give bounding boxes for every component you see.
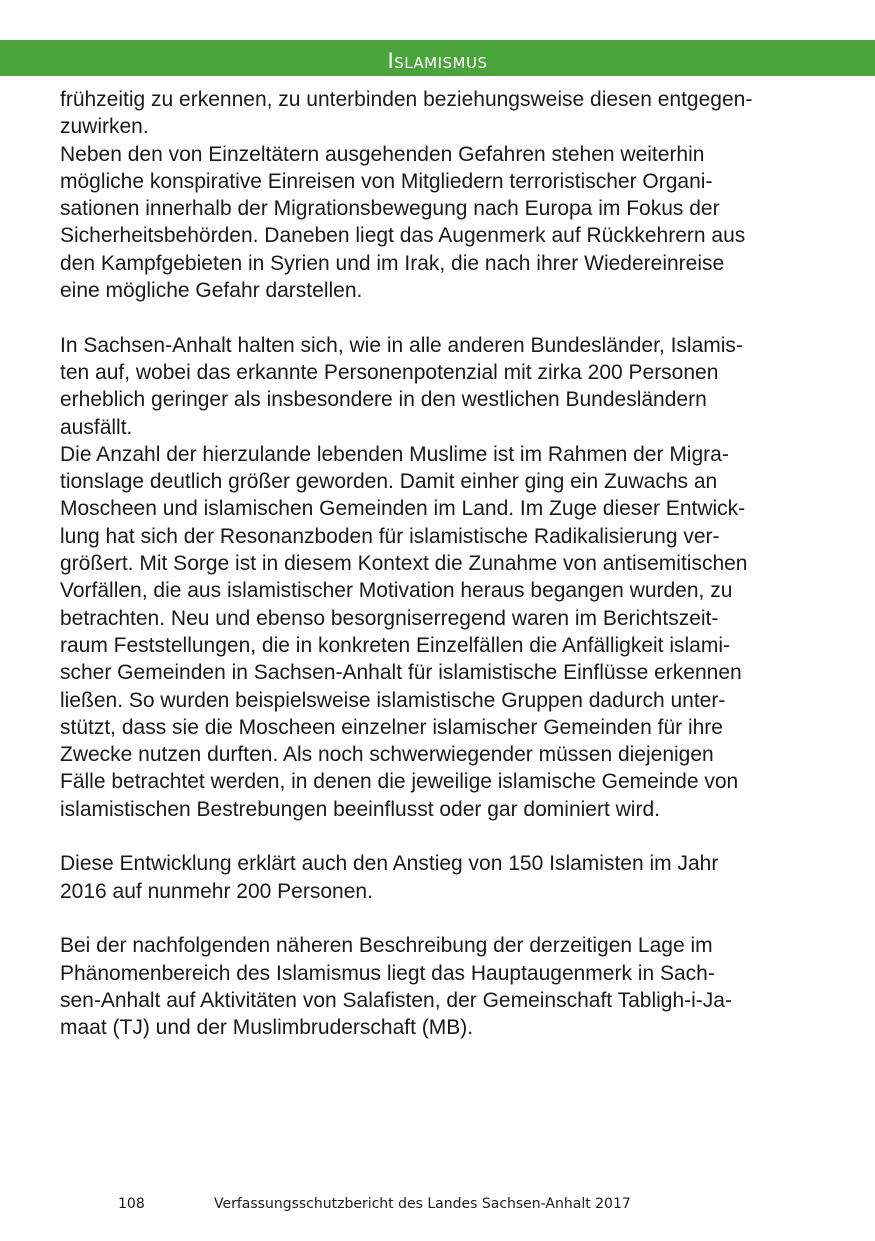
text-line: sationen innerhalb der Migrationsbewegung nach Europa im Fokus der [60, 197, 720, 221]
paragraph-gap [60, 905, 830, 932]
text-line: Zwecke nutzen durften. Als noch schwerwiegender müssen diejenigen [60, 743, 714, 767]
paragraph [60, 850, 830, 905]
text-line: Bei der nachfolgenden näheren Beschreibung der derzeitigen Lage im [60, 934, 713, 958]
text-line: betrachten. Neu und ebenso besorgniserregend waren im Berichtszeit- [60, 606, 719, 630]
paragraph [60, 141, 830, 305]
text-line: Sicherheitsbehörden. Daneben liegt das Augenmerk auf Rückkehrern aus [60, 224, 746, 248]
text-line: sen-Anhalt auf Aktivitäten von Salafisten, der Gemeinschaft Tabligh-i-Ja- [60, 988, 732, 1012]
text-line: den Kampfgebieten in Syrien und im Irak, die nach ihrer Wiedereinreise [60, 251, 725, 275]
paragraph [60, 86, 830, 141]
text-line: ließen. So wurden beispielsweise islamistische Gruppen dadurch unter- [60, 688, 726, 712]
text-line: Neben den von Einzeltätern ausgehenden Gefahren stehen weiterhin [60, 142, 705, 166]
paragraph-gap [60, 823, 830, 850]
text-line: erheblich geringer als insbesondere in den westlichen Bundesländern [60, 388, 707, 412]
text-line: tionslage deutlich größer geworden. Damit einher ging ein Zuwachs an [60, 470, 718, 494]
text-line: 2016 auf nunmehr 200 Personen. [60, 879, 373, 903]
footer-title: Verfassungsschutzbericht des Landes Sachsen-Anhalt 2017 [214, 1196, 631, 1212]
page-number: 108 [118, 1196, 145, 1212]
text-line: In Sachsen-Anhalt halten sich, wie in alle anderen Bundesländer, Islamis- [60, 333, 743, 357]
text-line: lung hat sich der Resonanzboden für islamistische Radikalisierung ver- [60, 524, 720, 548]
text-line: größert. Mit Sorge ist in diesem Kontext die Zunahme von antisemitischen [60, 552, 748, 576]
paragraph-gap [60, 304, 830, 331]
paragraph [60, 441, 830, 823]
paragraph [60, 932, 830, 1041]
section-title: Islamismus [387, 48, 488, 73]
text-line: stützt, dass sie die Moscheen einzelner islamischer Gemeinden für ihre [60, 715, 723, 739]
text-line: raum Feststellungen, die in konkreten Einzelfällen die Anfälligkeit islami- [60, 633, 731, 657]
text-line: scher Gemeinden in Sachsen-Anhalt für islamistische Einflüsse erkennen [60, 661, 742, 685]
text-line: Moscheen und islamischen Gemeinden im Land. Im Zuge dieser Entwick- [60, 497, 746, 521]
paragraph [60, 332, 830, 441]
text-line: ten auf, wobei das erkannte Personenpotenzial mit zirka 200 Personen [60, 360, 719, 384]
text-line: Die Anzahl der hierzulande lebenden Muslime ist im Rahmen der Migra- [60, 442, 729, 466]
text-line: Phänomenbereich des Islamismus liegt das Hauptaugenmerk in Sach- [60, 961, 715, 985]
text-line: Diese Entwicklung erklärt auch den Anstieg von 150 Islamisten im Jahr [60, 852, 719, 876]
text-line: eine mögliche Gefahr darstellen. [60, 279, 363, 303]
text-line: mögliche konspirative Einreisen von Mitgliedern terroristischer Organi- [60, 169, 713, 193]
text-line: Vorfällen, die aus islamistischer Motivation heraus begangen wurden, zu [60, 579, 733, 603]
text-line: maat (TJ) und der Muslimbruderschaft (MB). [60, 1016, 474, 1040]
text-line: frühzeitig zu erkennen, zu unterbinden beziehungsweise diesen entgegen- [60, 88, 753, 111]
text-line: zuwirken. [60, 115, 149, 139]
text-line: islamistischen Bestrebungen beeinflusst oder gar dominiert wird. [60, 797, 660, 821]
body-text [60, 86, 830, 1041]
text-line: Fälle betrachtet werden, in denen die jeweilige islamische Gemeinde von [60, 770, 739, 794]
section-header-bar [0, 40, 875, 76]
text-line: ausfällt. [60, 415, 133, 439]
